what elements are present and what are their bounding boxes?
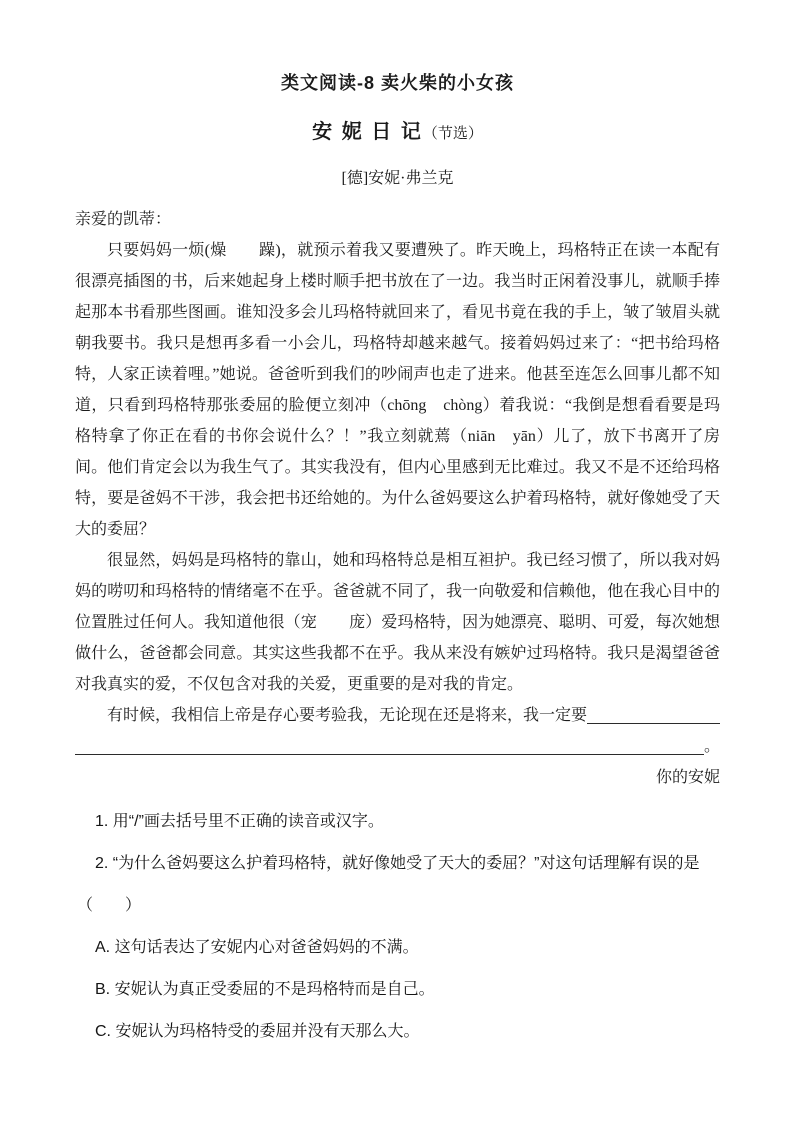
page-title: 类文阅读-8 卖火柴的小女孩: [280, 73, 514, 93]
fill-in-blank-line: [75, 731, 704, 755]
letter-closing-text: 有时候，我相信上帝是存心要考验我，无论现在还是将来，我一定要: [107, 707, 588, 724]
option-a: A. 这句话表达了安妮内心对爸爸妈妈的不满。: [95, 939, 419, 956]
letter-body: [75, 204, 720, 793]
option-b: B. 安妮认为真正受委屈的不是玛格特而是自己。: [95, 981, 435, 998]
letter-paragraph-1: 只要妈妈一烦(燥 躁)，就预示着我又要遭殃了。昨天晚上，玛格特正在读一本配有很漂亮插图的书，后来她起身上楼时顺手把书放在了一边。我当时正闲着没事儿，就顺手捧起那本书看那些图画。谁知没多会儿玛格特就回来了，看见书竟在我的手上，皱了皱眉头就朝我要书。我只是想再多看一小会儿，玛格特却越来越气。接着妈妈过来了：“把书给玛格特，人家正读着哩。”她说。爸爸听到我们的吵闹声也走了进来。他甚至连怎么回事儿都不知道，只看到玛格特那张委屈的脸便立刻冲（chōng chòng）着我说：“我倒是想看看要是玛格特拿了你正在看的书你会说什么？！”我立刻就蔫（niān yān）儿了，放下书离开了房间。他们肯定会以为我生气了。其实我没有，但内心里感到无比难过。我又不是不还给玛格特，要是爸妈不干涉，我会把书还给她的。为什么爸妈要这么护着玛格特，就好像她受了天大的委屈？: [75, 242, 720, 538]
letter-blank-line: [75, 731, 720, 762]
question-2: 2. “为什么爸妈要这么护着玛格特，就好像她受了天大的委屈？”对这句话理解有误的是: [95, 855, 700, 872]
letter-closing-line: [75, 700, 720, 731]
letter-paragraph-2: 很显然，妈妈是玛格特的靠山，她和玛格特总是相互袒护。我已经习惯了，所以我对妈妈的唠叨和玛格特的情绪毫不在乎。爸爸就不同了，我一向敬爱和信赖他，他在我心目中的位置胜过任何人。我知道他很（宠 庞）爱玛格特，因为她漂亮、聪明、可爱，每次她想做什么，爸爸都会同意。其实这些我都不在乎。我从来没有嫉妒过玛格特。我只是渴望爸爸对我真实的爱，不仅包含对我的关爱，更重要的是对我的肯定。: [75, 552, 720, 693]
subtitle-text: 安 妮 日 记: [312, 121, 423, 143]
questions-section: [75, 801, 720, 1053]
option-c: C. 安妮认为玛格特受的委屈并没有天那么大。: [95, 1023, 420, 1040]
letter-salutation: 亲爱的凯蒂：: [75, 211, 172, 228]
page-subtitle: [75, 118, 720, 148]
letter-signature: 你的安妮: [655, 769, 720, 786]
author-line: [德]安妮·弗兰克: [341, 170, 454, 187]
period-mark: 。: [703, 738, 720, 755]
question-2-answer-bracket: （ ）: [77, 897, 142, 914]
fill-in-blank-line: [587, 700, 720, 724]
subtitle-note: （节选）: [422, 125, 483, 142]
question-1: 1. 用“/”画去括号里不正确的读音或汉字。: [95, 813, 384, 830]
